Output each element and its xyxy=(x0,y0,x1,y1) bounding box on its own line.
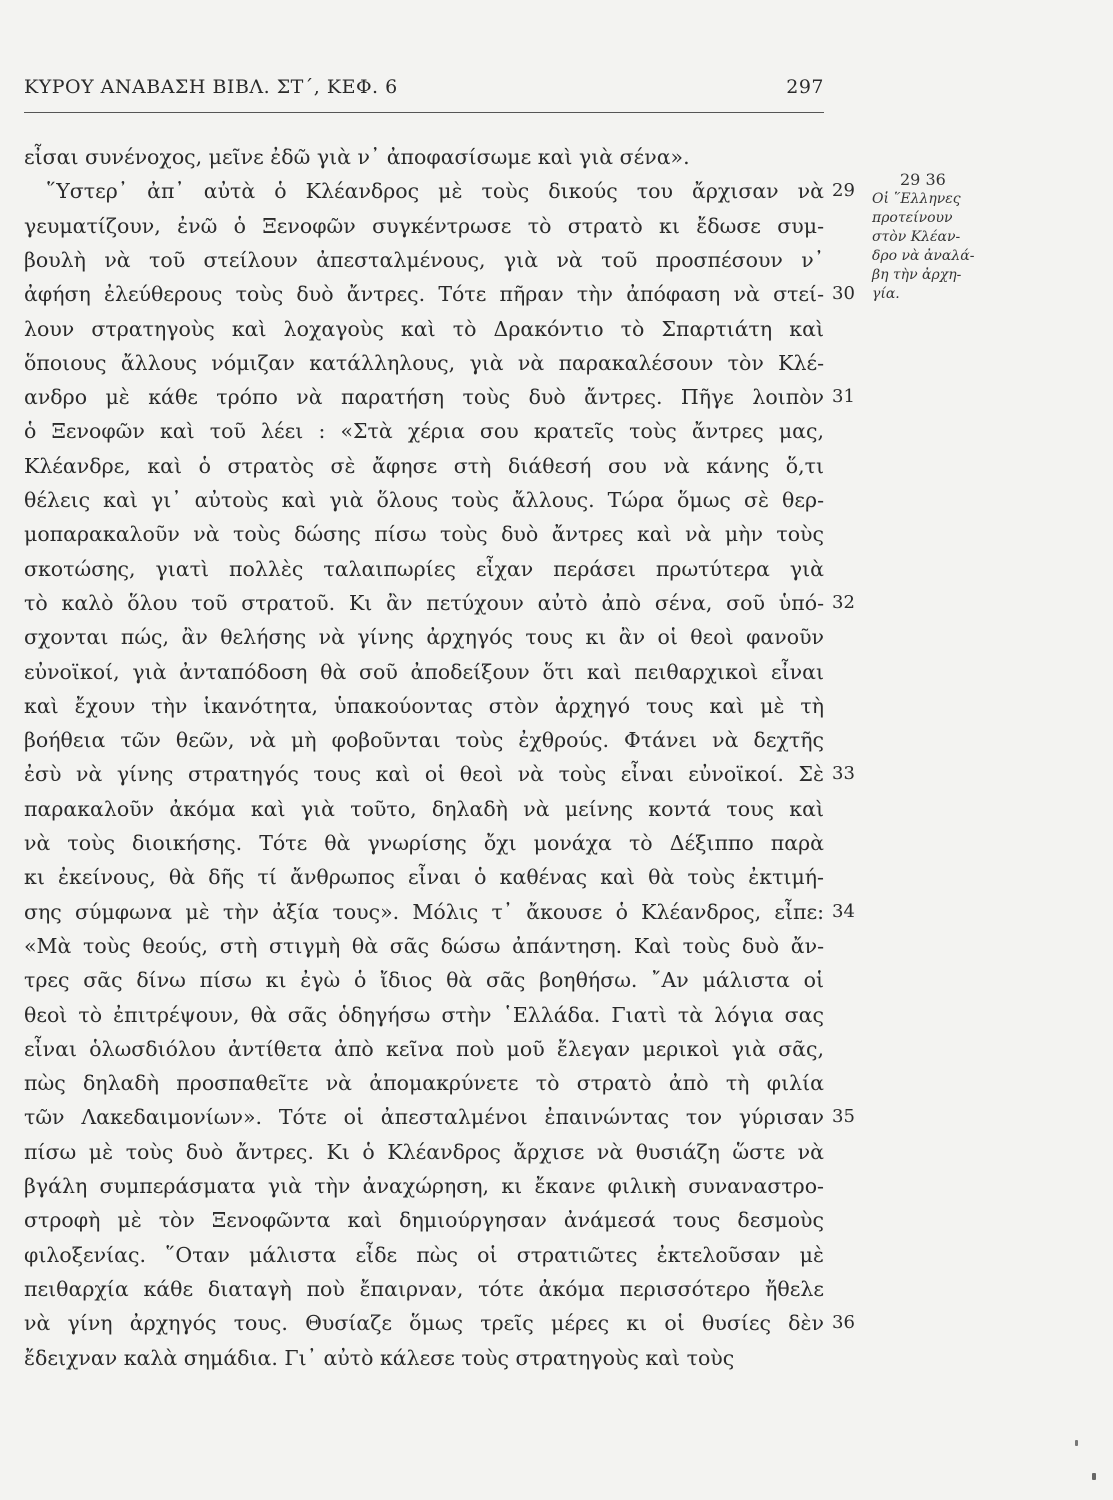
text-line: λουν στρατηγοὺς καὶ λοχαγοὺς καὶ τὸ Δρακόντιο τὸ Σπαρτιάτη καὶ xyxy=(24,316,824,341)
print-speck xyxy=(1092,1473,1096,1480)
text-line: σκοτώσης, γιατὶ πολλὲς ταλαιπωρίες εἶχαν περάσει πρωτύτερα γιὰ xyxy=(24,556,824,581)
text-line: Κλέανδρε, καὶ ὁ στρατὸς σὲ ἄφησε στὴ διάθεσή σου νὰ κάνης ὅ,τι xyxy=(24,453,824,478)
text-line: ὅποιους ἄλλους νόμιζαν κατάλληλους, γιὰ νὰ παρακαλέσουν τὸν Κλέ- xyxy=(24,350,824,375)
text-line: τὸ καλὸ ὅλου τοῦ στρατοῦ. Κι ἂν πετύχουν αὐτὸ ἀπὸ σένα, σοῦ ὑπό- xyxy=(24,590,824,615)
text-line: ἀφήση ἐλεύθερους τοὺς δυὸ ἄντρες. Τότε πῆραν τὴν ἀπόφαση νὰ στεί- xyxy=(24,282,824,307)
text-line: πίσω μὲ τοὺς δυὸ ἄντρες. Κι ὁ Κλέανδρος ἄρχισε νὰ θυσιάζη ὥστε νὰ xyxy=(24,1139,824,1164)
margin-note-line: βη τὴν ἀρχη- xyxy=(872,267,962,283)
text-line: ανδρο μὲ κάθε τρόπο νὰ παρατήση τοὺς δυὸ ἄντρες. Πῆγε λοιπὸν xyxy=(24,385,824,410)
margin-note-line: γία. xyxy=(872,286,900,302)
text-line: φιλοξενίας. ῞Οταν μάλιστα εἶδε πὼς οἱ στρατιῶτες ἐκτελοῦσαν μὲ xyxy=(24,1242,824,1267)
text-line: καὶ ἔχουν τὴν ἱκανότητα, ὑπακούοντας στὸν ἀρχηγό τους καὶ μὲ τὴ xyxy=(24,693,824,718)
text-line: νὰ γίνη ἀρχηγός τους. Θυσίαζε ὅμως τρεῖς μέρες κι οἱ θυσίες δὲν xyxy=(24,1311,824,1336)
text-line: ὁ Ξενοφῶν καὶ τοῦ λέει : «Στὰ χέρια σου κρατεῖς τοὺς ἄντρες μας, xyxy=(24,419,824,444)
margin-note-line: προτείνουν xyxy=(872,210,953,226)
print-speck xyxy=(1075,1440,1078,1446)
text-line: σης σύμφωνα μὲ τὴν ἀξία τους». Μόλις τ᾿ ἄκουσε ὁ Κλέανδρος, εἶπε: xyxy=(24,899,824,924)
text-line: ῞Υστερ᾿ ἀπ᾿ αὐτὰ ὁ Κλέανδρος μὲ τοὺς δικούς του ἄρχισαν νὰ xyxy=(46,179,824,204)
margin-note-line: Οἱ ῞Ελληνες xyxy=(872,191,961,207)
margin-note-line: δρο νὰ ἀναλά- xyxy=(872,248,975,264)
text-line: τρες σᾶς δίνω πίσω κι ἐγὼ ὁ ἴδιος θὰ σᾶς βοηθήσω. ῎Αν μάλιστα οἱ xyxy=(24,968,824,993)
text-line: γευματίζουν, ἐνῶ ὁ Ξενοφῶν συγκέντρωσε τὸ στρατὸ κι ἔδωσε συμ- xyxy=(24,213,824,238)
paragraph-number: 31 xyxy=(832,386,855,408)
paragraph-number: 34 xyxy=(832,900,855,922)
margin-note xyxy=(872,170,1052,304)
text-line: πειθαρχία κάθε διαταγὴ ποὺ ἔπαιρναν, τότε ἀκόμα περισσότερο ἤθελε xyxy=(24,1276,824,1301)
running-header xyxy=(24,76,824,106)
text-line: κι ἐκείνους, θὰ δῆς τί ἄνθρωπος εἶναι ὁ καθένας καὶ θὰ τοὺς ἐκτιμή- xyxy=(24,865,824,890)
text-line: σχονται πώς, ἂν θελήσης νὰ γίνης ἀρχηγός τους κι ἂν οἱ θεοὶ φανοῦν xyxy=(24,625,824,650)
header-rule xyxy=(24,112,824,113)
text-line: παρακαλοῦν ἀκόμα καὶ γιὰ τοῦτο, δηλαδὴ νὰ μείνης κοντά τους καὶ xyxy=(24,796,824,821)
text-line: θεοὶ τὸ ἐπιτρέψουν, θὰ σᾶς ὁδηγήσω στὴν ῾Ελλάδα. Γιατὶ τὰ λόγια σας xyxy=(24,1002,824,1027)
text-line: θέλεις καὶ γι᾿ αὐτοὺς καὶ γιὰ ὅλους τοὺς ἄλλους. Τώρα ὅμως σὲ θερ- xyxy=(24,488,824,512)
text-line: ἐσὺ νὰ γίνης στρατηγός τους καὶ οἱ θεοὶ νὰ τοὺς εἶναι εὐνοϊκοί. Σὲ xyxy=(24,762,824,787)
text-line: νὰ τοὺς διοικήσης. Τότε θὰ γνωρίσης ὄχι μονάχα τὸ Δέξιππο παρὰ xyxy=(24,831,824,855)
paragraph-number: 29 xyxy=(832,180,855,202)
text-line: τῶν Λακεδαιμονίων». Τότε οἱ ἀπεσταλμένοι ἐπαινώντας τον γύρισαν xyxy=(24,1105,824,1130)
paragraph-number: 32 xyxy=(832,591,855,613)
paragraph-number: 36 xyxy=(832,1312,855,1334)
text-line: μοπαρακαλοῦν νὰ τοὺς δώσης πίσω τοὺς δυὸ ἄντρες καὶ νὰ μὴν τοὺς xyxy=(24,522,824,547)
text-line: βουλὴ νὰ τοῦ στείλουν ἀπεσταλμένους, γιὰ νὰ τοῦ προσπέσουν ν᾿ xyxy=(24,247,824,272)
text-line: ἔδειχναν καλὰ σημάδια. Γι᾿ αὐτὸ κάλεσε τοὺς στρατηγοὺς καὶ τοὺς xyxy=(24,1345,735,1370)
text-line: στροφὴ μὲ τὸν Ξενοφῶντα καὶ δημιούργησαν ἀνάμεσά τους δεσμοὺς xyxy=(24,1208,824,1233)
running-title: ΚΥΡΟΥ ΑΝΑΒΑΣΗ ΒΙΒΛ. ΣΤ΄, ΚΕΦ. 6 xyxy=(24,76,398,98)
text-line: εὐνοϊκοί, γιὰ ἀνταπόδοση θὰ σοῦ ἀποδείξουν ὅτι καὶ πειθαρχικοὶ εἶναι xyxy=(24,659,824,684)
text-line: εἶναι ὁλωσδιόλου ἀντίθετα ἀπὸ κεῖνα ποὺ μοῦ ἔλεγαν μερικοὶ γιὰ σᾶς, xyxy=(24,1036,824,1061)
text-line: βοήθεια τῶν θεῶν, νὰ μὴ φοβοῦνται τοὺς ἐχθρούς. Φτάνει νὰ δεχτῆς xyxy=(24,728,824,753)
page-number: 297 xyxy=(786,76,824,98)
text-line: εἶσαι συνένοχος, μεῖνε ἐδῶ γιὰ ν᾿ ἀποφασίσωμε καὶ γιὰ σένα». xyxy=(24,145,690,169)
paragraph-number: 35 xyxy=(832,1106,855,1128)
text-line: πὼς δηλαδὴ προσπαθεῖτε νὰ ἀπομακρύνετε τὸ στρατὸ ἀπὸ τὴ φιλία xyxy=(24,1071,824,1096)
margin-note-refs: 29 36 xyxy=(900,170,946,189)
paragraph-number: 33 xyxy=(832,763,855,785)
paragraph-number: 30 xyxy=(832,283,855,305)
text-line: «Μὰ τοὺς θεούς, στὴ στιγμὴ θὰ σᾶς δώσω ἀπάντηση. Καὶ τοὺς δυὸ ἄν- xyxy=(24,933,824,958)
text-line: βγάλη συμπεράσματα γιὰ τὴν ἀναχώρηση, κι ἔκανε φιλικὴ συναναστρο- xyxy=(24,1174,824,1198)
margin-note-line: στὸν Κλέαν- xyxy=(872,229,961,245)
